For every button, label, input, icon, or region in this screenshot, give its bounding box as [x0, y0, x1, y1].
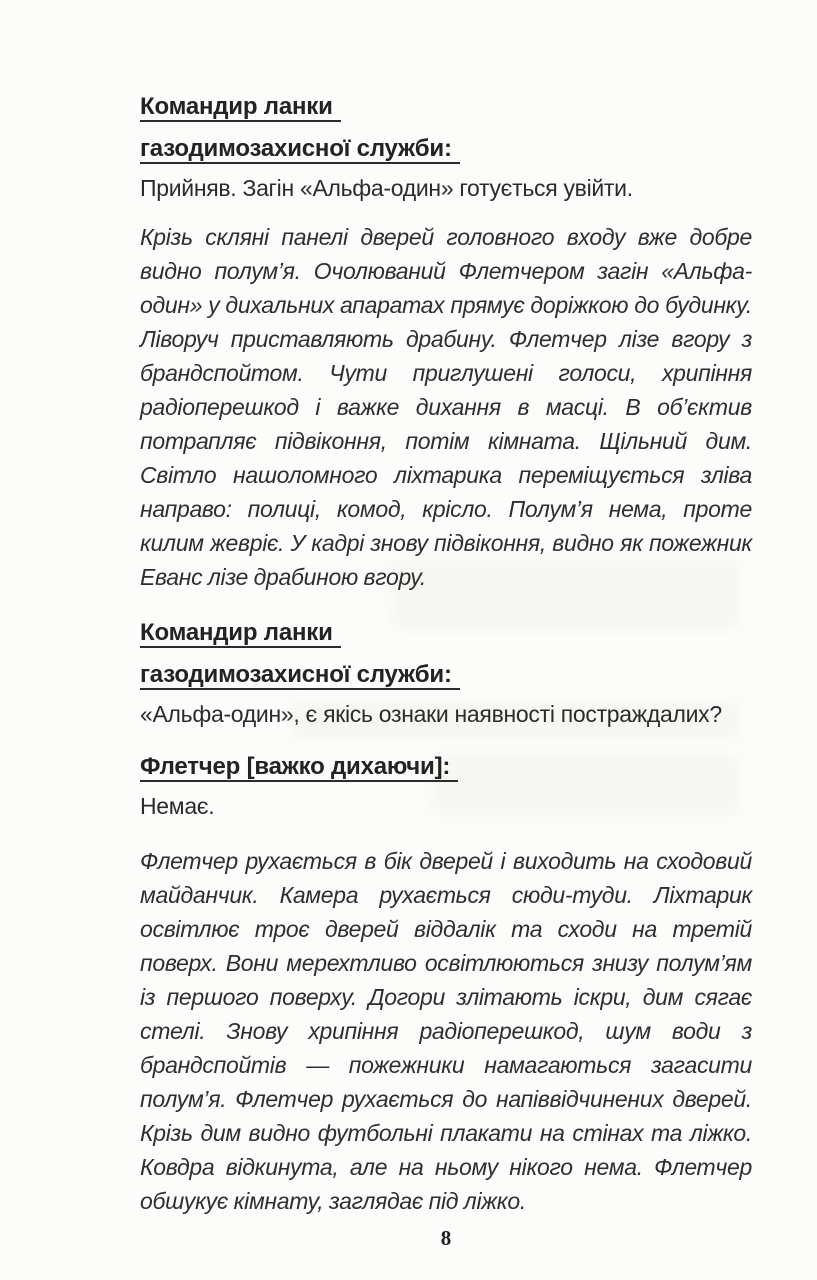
heading-text: газодимозахисної служби:: [140, 661, 460, 690]
heading-line: [140, 654, 752, 696]
narration-paragraph: Флетчер рухається в бік дверей і виходить на сходовий майданчик. Камера рухається сюди-туди. Ліхтарик освітлює троє дверей віддалік та сходи на третій поверх. Вони мерехтливо освітлюються знизу полум’ям із першого поверху. Догори злітають іскри, дим сягає стелі. Знову хрипіння радіоперешкод, шум води з брандспойтів — пожежники намагаються загасити полум’я. Флетчер рухається до напіввідчинених дверей. Крізь дим видно футбольні плакати на стінах та ліжко. Ковдра відкинута, але на ньому нікого нема. Флетчер обшукує кімнату, заглядає під ліжко.: [140, 848, 752, 1214]
dialogue-line: Немає.: [140, 793, 215, 819]
heading-text: газодимозахисної служби:: [140, 135, 460, 164]
heading-text: Командир ланки: [140, 619, 341, 648]
heading-line: [140, 86, 752, 128]
heading-line: [140, 612, 752, 654]
heading-line: [140, 746, 752, 788]
speaker-heading: [140, 86, 752, 170]
speaker-heading: [140, 612, 752, 696]
dialogue-line: «Альфа-один», є якісь ознаки наявності постраждалих?: [140, 701, 722, 727]
heading-text: Флетчер [важко дихаючи]:: [140, 753, 458, 782]
narration-paragraph: Крізь скляні панелі дверей головного входу вже добре видно полум’я. Очолюваний Флетчером загін «Альфа-один» у дихальних апаратах прямує доріжкою до будинку. Ліворуч приставляють драбину. Флетчер лізе вгору з брандспойтом. Чути приглушені голоси, хрипіння радіоперешкод і важке дихання в масці. В об’єктив потрапляє підвіконня, потім кімната. Щільний дим. Світло нашоломного ліхтарика переміщується зліва направо: полиці, комод, крісло. Полум’я нема, проте килим жевріє. У кадрі знову підвіконня, видно як пожежник Еванс лізе драбиною вгору.: [140, 224, 752, 590]
page-number: 8: [440, 1226, 452, 1250]
heading-line: [140, 128, 752, 170]
speaker-heading: [140, 746, 752, 788]
heading-text: Командир ланки: [140, 93, 341, 122]
dialogue-line: Прийняв. Загін «Альфа-один» готується увійти.: [140, 175, 633, 201]
script-text-block: [140, 86, 752, 1250]
